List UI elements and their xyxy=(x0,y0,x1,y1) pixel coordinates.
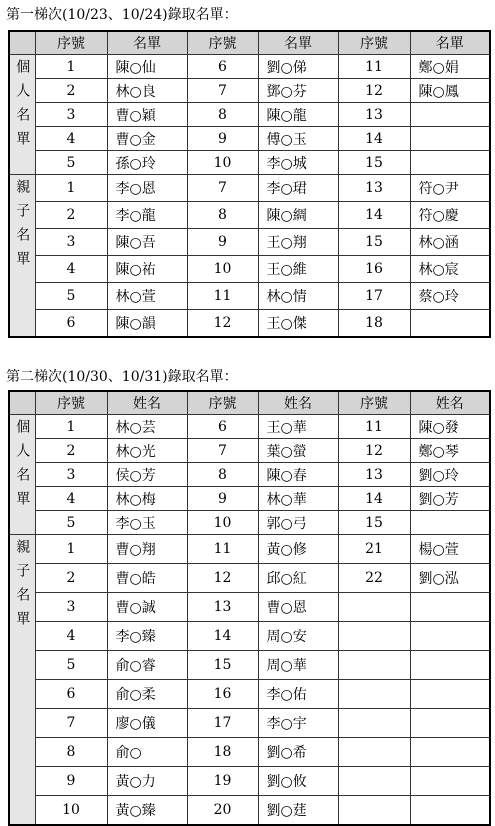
participant-name: 陳○韻 xyxy=(107,310,187,337)
table-row xyxy=(9,564,490,593)
participant-name: 王○翔 xyxy=(258,229,338,256)
serial-number: 17 xyxy=(187,709,258,738)
serial-number: 8 xyxy=(35,738,107,767)
participant-name: 李○佑 xyxy=(258,680,338,709)
table-row xyxy=(9,680,490,709)
participant-name xyxy=(410,796,490,825)
participant-name: 鄭○娟 xyxy=(410,55,490,79)
table-row xyxy=(9,127,490,151)
header-row xyxy=(9,31,490,55)
participant-name: 曹○金 xyxy=(107,127,187,151)
serial-number: 12 xyxy=(338,439,410,463)
serial-number xyxy=(338,593,410,622)
participant-name: 林○梅 xyxy=(107,487,187,511)
table-row xyxy=(9,229,490,256)
serial-number: 3 xyxy=(35,463,107,487)
participant-name xyxy=(410,511,490,535)
table-row xyxy=(9,651,490,680)
serial-number: 10 xyxy=(187,511,258,535)
table-row xyxy=(9,796,490,825)
serial-number: 15 xyxy=(338,511,410,535)
serial-number xyxy=(338,680,410,709)
column-header: 序號 xyxy=(338,391,410,415)
serial-number: 17 xyxy=(338,283,410,310)
participant-name: 李○宇 xyxy=(258,709,338,738)
participant-name: 傅○玉 xyxy=(258,127,338,151)
section-2-table xyxy=(8,390,491,826)
table-row xyxy=(9,175,490,202)
participant-name: 符○慶 xyxy=(410,202,490,229)
serial-number: 2 xyxy=(35,439,107,463)
serial-number: 1 xyxy=(35,535,107,564)
group-label xyxy=(9,415,35,535)
serial-number: 5 xyxy=(35,511,107,535)
serial-number: 4 xyxy=(35,127,107,151)
column-header: 序號 xyxy=(187,31,258,55)
serial-number xyxy=(338,651,410,680)
serial-number: 11 xyxy=(338,55,410,79)
serial-number: 8 xyxy=(187,103,258,127)
participant-name: 陳○吾 xyxy=(107,229,187,256)
participant-name: 葉○螢 xyxy=(258,439,338,463)
serial-number: 12 xyxy=(187,310,258,337)
participant-name: 陳○鳳 xyxy=(410,79,490,103)
participant-name: 林○宸 xyxy=(410,256,490,283)
participant-name: 周○華 xyxy=(258,651,338,680)
serial-number: 13 xyxy=(338,103,410,127)
participant-name xyxy=(410,709,490,738)
participant-name: 鄧○芬 xyxy=(258,79,338,103)
participant-name: 陳○仙 xyxy=(107,55,187,79)
participant-name: 陳○綢 xyxy=(258,202,338,229)
serial-number xyxy=(338,796,410,825)
serial-number: 2 xyxy=(35,79,107,103)
serial-number: 7 xyxy=(187,175,258,202)
participant-name: 李○恩 xyxy=(107,175,187,202)
serial-number: 6 xyxy=(35,680,107,709)
section-2-title: 第二梯次(10/30、10/31)錄取名單： xyxy=(6,369,238,385)
participant-name: 俞○柔 xyxy=(107,680,187,709)
participant-name: 曹○恩 xyxy=(258,593,338,622)
table-row xyxy=(9,767,490,796)
table-row xyxy=(9,439,490,463)
table-row xyxy=(9,55,490,79)
table-row xyxy=(9,310,490,337)
participant-name: 黃○力 xyxy=(107,767,187,796)
participant-name: 陳○祐 xyxy=(107,256,187,283)
participant-name: 林○涵 xyxy=(410,229,490,256)
serial-number: 20 xyxy=(187,796,258,825)
participant-name: 李○玉 xyxy=(107,511,187,535)
serial-number: 15 xyxy=(187,651,258,680)
participant-name: 王○維 xyxy=(258,256,338,283)
participant-name xyxy=(410,103,490,127)
serial-number: 14 xyxy=(338,202,410,229)
serial-number: 12 xyxy=(338,79,410,103)
table-row xyxy=(9,415,490,439)
participant-name: 陳○龍 xyxy=(258,103,338,127)
section-1-table xyxy=(8,30,491,338)
serial-number: 16 xyxy=(338,256,410,283)
column-header: 姓名 xyxy=(410,391,490,415)
header-row xyxy=(9,391,490,415)
serial-number: 8 xyxy=(187,463,258,487)
participant-name: 劉○俤 xyxy=(258,55,338,79)
serial-number: 2 xyxy=(35,202,107,229)
serial-number: 7 xyxy=(187,79,258,103)
participant-name xyxy=(410,738,490,767)
table-row xyxy=(9,79,490,103)
participant-name: 林○華 xyxy=(258,487,338,511)
serial-number: 11 xyxy=(187,535,258,564)
column-header: 名單 xyxy=(410,31,490,55)
column-header: 序號 xyxy=(35,31,107,55)
participant-name xyxy=(410,593,490,622)
serial-number: 4 xyxy=(35,256,107,283)
table-row xyxy=(9,487,490,511)
serial-number: 15 xyxy=(338,151,410,175)
participant-name: 鄭○琴 xyxy=(410,439,490,463)
table-row xyxy=(9,256,490,283)
serial-number: 9 xyxy=(187,487,258,511)
serial-number xyxy=(338,767,410,796)
table-row xyxy=(9,511,490,535)
serial-number: 10 xyxy=(187,151,258,175)
table-row xyxy=(9,151,490,175)
participant-name: 曹○穎 xyxy=(107,103,187,127)
serial-number: 8 xyxy=(187,202,258,229)
participant-name: 符○尹 xyxy=(410,175,490,202)
participant-name: 李○珺 xyxy=(258,175,338,202)
serial-number: 11 xyxy=(187,283,258,310)
table-row xyxy=(9,535,490,564)
serial-number: 3 xyxy=(35,593,107,622)
serial-number: 9 xyxy=(187,229,258,256)
serial-number: 3 xyxy=(35,103,107,127)
serial-number: 11 xyxy=(338,415,410,439)
participant-name: 楊○萱 xyxy=(410,535,490,564)
serial-number: 14 xyxy=(187,622,258,651)
serial-number xyxy=(338,738,410,767)
participant-name: 俞○ xyxy=(107,738,187,767)
participant-name: 曹○誠 xyxy=(107,593,187,622)
serial-number: 13 xyxy=(338,463,410,487)
participant-name: 李○臻 xyxy=(107,622,187,651)
column-header: 姓名 xyxy=(107,391,187,415)
participant-name: 曹○翔 xyxy=(107,535,187,564)
serial-number: 14 xyxy=(338,487,410,511)
participant-name: 王○傑 xyxy=(258,310,338,337)
group-label-text: 親子名單 xyxy=(14,539,31,635)
serial-number: 4 xyxy=(35,487,107,511)
serial-number: 5 xyxy=(35,651,107,680)
serial-number: 6 xyxy=(187,55,258,79)
serial-number: 10 xyxy=(35,796,107,825)
participant-name: 劉○泓 xyxy=(410,564,490,593)
column-header: 姓名 xyxy=(258,391,338,415)
column-header: 名單 xyxy=(107,31,187,55)
participant-name: 劉○希 xyxy=(258,738,338,767)
serial-number xyxy=(338,709,410,738)
participant-name xyxy=(410,622,490,651)
serial-number: 6 xyxy=(187,415,258,439)
column-header: 序號 xyxy=(35,391,107,415)
participant-name: 周○安 xyxy=(258,622,338,651)
serial-number: 19 xyxy=(187,767,258,796)
serial-number: 18 xyxy=(187,738,258,767)
serial-number: 9 xyxy=(35,767,107,796)
participant-name: 俞○睿 xyxy=(107,651,187,680)
serial-number: 16 xyxy=(187,680,258,709)
group-label-text: 個人名單 xyxy=(14,419,31,515)
serial-number: 13 xyxy=(187,593,258,622)
participant-name: 王○華 xyxy=(258,415,338,439)
participant-name: 廖○儀 xyxy=(107,709,187,738)
participant-name: 孫○玲 xyxy=(107,151,187,175)
participant-name: 侯○芳 xyxy=(107,463,187,487)
participant-name: 陳○發 xyxy=(410,415,490,439)
column-header: 序號 xyxy=(187,391,258,415)
group-label xyxy=(9,55,35,175)
serial-number: 12 xyxy=(187,564,258,593)
participant-name xyxy=(410,151,490,175)
participant-name: 林○萱 xyxy=(107,283,187,310)
participant-name xyxy=(410,651,490,680)
participant-name: 劉○攸 xyxy=(258,767,338,796)
column-header: 序號 xyxy=(338,31,410,55)
participant-name xyxy=(410,767,490,796)
serial-number: 18 xyxy=(338,310,410,337)
participant-name: 李○城 xyxy=(258,151,338,175)
group-label xyxy=(9,535,35,825)
table-row xyxy=(9,622,490,651)
serial-number: 1 xyxy=(35,55,107,79)
participant-name: 林○良 xyxy=(107,79,187,103)
group-label-text: 個人名單 xyxy=(14,59,31,155)
participant-name: 劉○玲 xyxy=(410,463,490,487)
serial-number xyxy=(338,622,410,651)
table-row xyxy=(9,738,490,767)
serial-number: 2 xyxy=(35,564,107,593)
table-row xyxy=(9,103,490,127)
participant-name: 劉○芳 xyxy=(410,487,490,511)
serial-number: 5 xyxy=(35,151,107,175)
serial-number: 14 xyxy=(338,127,410,151)
table-row xyxy=(9,709,490,738)
serial-number: 15 xyxy=(338,229,410,256)
table-row xyxy=(9,463,490,487)
header-corner xyxy=(9,31,35,55)
serial-number: 4 xyxy=(35,622,107,651)
group-label-text: 親子名單 xyxy=(14,179,31,275)
serial-number: 22 xyxy=(338,564,410,593)
participant-name: 林○芸 xyxy=(107,415,187,439)
participant-name: 李○龍 xyxy=(107,202,187,229)
participant-name xyxy=(410,680,490,709)
serial-number: 5 xyxy=(35,283,107,310)
serial-number: 13 xyxy=(338,175,410,202)
participant-name: 邱○紅 xyxy=(258,564,338,593)
participant-name: 曹○皓 xyxy=(107,564,187,593)
serial-number: 6 xyxy=(35,310,107,337)
participant-name: 劉○莛 xyxy=(258,796,338,825)
participant-name: 黃○臻 xyxy=(107,796,187,825)
group-label xyxy=(9,175,35,337)
section-1-title: 第一梯次(10/23、10/24)錄取名單： xyxy=(6,7,238,23)
serial-number: 10 xyxy=(187,256,258,283)
serial-number: 7 xyxy=(187,439,258,463)
participant-name: 林○光 xyxy=(107,439,187,463)
participant-name: 蔡○玲 xyxy=(410,283,490,310)
participant-name: 郭○弓 xyxy=(258,511,338,535)
column-header: 名單 xyxy=(258,31,338,55)
participant-name: 黃○修 xyxy=(258,535,338,564)
participant-name xyxy=(410,310,490,337)
serial-number: 3 xyxy=(35,229,107,256)
serial-number: 9 xyxy=(187,127,258,151)
participant-name: 林○情 xyxy=(258,283,338,310)
table-row xyxy=(9,593,490,622)
serial-number: 1 xyxy=(35,175,107,202)
table-row xyxy=(9,283,490,310)
header-corner xyxy=(9,391,35,415)
serial-number: 21 xyxy=(338,535,410,564)
participant-name: 陳○春 xyxy=(258,463,338,487)
serial-number: 7 xyxy=(35,709,107,738)
table-row xyxy=(9,202,490,229)
serial-number: 1 xyxy=(35,415,107,439)
participant-name xyxy=(410,127,490,151)
